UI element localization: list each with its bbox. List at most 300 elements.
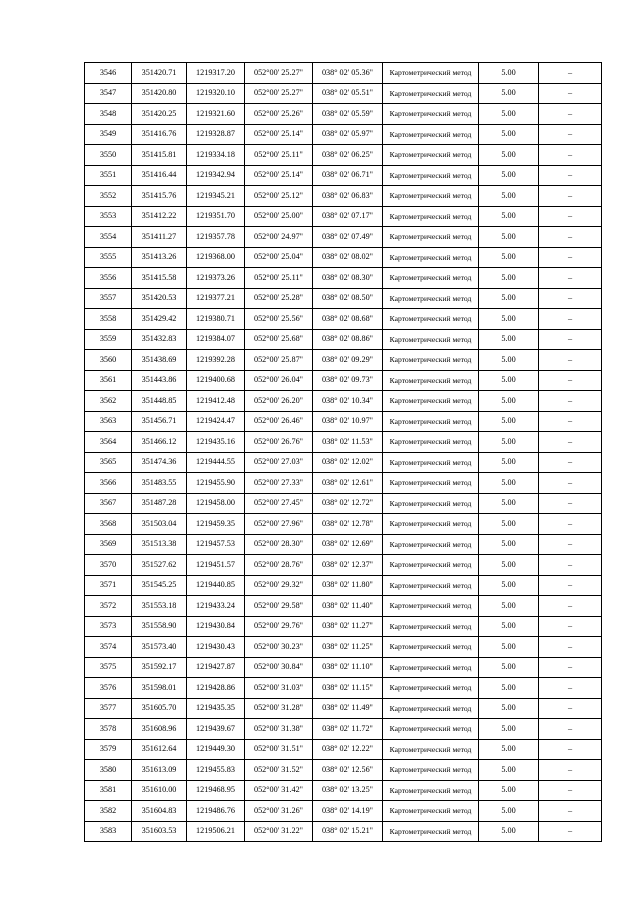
table-row [85,473,602,494]
longitude-cell: 038° 02' 05.59" [313,104,383,125]
latitude-cell: 052°00' 25.11" [245,268,313,289]
table-row [85,247,602,268]
latitude-cell: 052°00' 25.27" [245,83,313,104]
determination-method-cell: Картометрический метод [383,493,479,514]
determination-method-cell: Картометрический метод [383,288,479,309]
point-number-cell: 3556 [85,268,132,289]
x-coordinate-cell: 351420.25 [132,104,187,125]
table-row [85,616,602,637]
latitude-cell: 052°00' 26.04" [245,370,313,391]
table-row [85,575,602,596]
latitude-cell: 052°00' 29.58" [245,596,313,617]
determination-method-cell: Картометрический метод [383,637,479,658]
y-coordinate-cell: 1219440.85 [187,575,245,596]
x-coordinate-cell: 351527.62 [132,555,187,576]
point-number-cell: 3560 [85,350,132,371]
longitude-cell: 038° 02' 07.49" [313,227,383,248]
table-row [85,739,602,760]
latitude-cell: 052°00' 31.28" [245,698,313,719]
point-number-cell: 3555 [85,247,132,268]
note-cell: – [539,821,602,842]
point-number-cell: 3546 [85,63,132,84]
longitude-cell: 038° 02' 14.19" [313,801,383,822]
y-coordinate-cell: 1219342.94 [187,165,245,186]
latitude-cell: 052°00' 25.87" [245,350,313,371]
x-coordinate-cell: 351610.00 [132,780,187,801]
latitude-cell: 052°00' 25.68" [245,329,313,350]
x-coordinate-cell: 351456.71 [132,411,187,432]
determination-method-cell: Картометрический метод [383,514,479,535]
note-cell: – [539,227,602,248]
point-number-cell: 3579 [85,739,132,760]
determination-method-cell: Картометрический метод [383,739,479,760]
x-coordinate-cell: 351420.80 [132,83,187,104]
x-coordinate-cell: 351466.12 [132,432,187,453]
y-coordinate-cell: 1219427.87 [187,657,245,678]
accuracy-cell: 5.00 [479,145,539,166]
determination-method-cell: Картометрический метод [383,63,479,84]
latitude-cell: 052°00' 31.42" [245,780,313,801]
table-row [85,63,602,84]
y-coordinate-cell: 1219506.21 [187,821,245,842]
accuracy-cell: 5.00 [479,227,539,248]
longitude-cell: 038° 02' 11.72" [313,719,383,740]
accuracy-cell: 5.00 [479,309,539,330]
accuracy-cell: 5.00 [479,678,539,699]
longitude-cell: 038° 02' 06.83" [313,186,383,207]
table-row [85,186,602,207]
x-coordinate-cell: 351438.69 [132,350,187,371]
determination-method-cell: Картометрический метод [383,124,479,145]
accuracy-cell: 5.00 [479,534,539,555]
table-row [85,350,602,371]
longitude-cell: 038° 02' 12.69" [313,534,383,555]
x-coordinate-cell: 351420.53 [132,288,187,309]
determination-method-cell: Картометрический метод [383,83,479,104]
latitude-cell: 052°00' 25.12" [245,186,313,207]
determination-method-cell: Картометрический метод [383,534,479,555]
determination-method-cell: Картометрический метод [383,616,479,637]
y-coordinate-cell: 1219380.71 [187,309,245,330]
x-coordinate-cell: 351415.58 [132,268,187,289]
point-number-cell: 3562 [85,391,132,412]
table-row [85,432,602,453]
x-coordinate-cell: 351432.83 [132,329,187,350]
longitude-cell: 038° 02' 11.53" [313,432,383,453]
point-number-cell: 3563 [85,411,132,432]
table-row [85,309,602,330]
table-row [85,514,602,535]
determination-method-cell: Картометрический метод [383,145,479,166]
x-coordinate-cell: 351558.90 [132,616,187,637]
longitude-cell: 038° 02' 11.40" [313,596,383,617]
longitude-cell: 038° 02' 15.21" [313,821,383,842]
accuracy-cell: 5.00 [479,616,539,637]
table-row [85,83,602,104]
note-cell: – [539,247,602,268]
accuracy-cell: 5.00 [479,596,539,617]
point-number-cell: 3571 [85,575,132,596]
accuracy-cell: 5.00 [479,329,539,350]
y-coordinate-cell: 1219384.07 [187,329,245,350]
note-cell: – [539,350,602,371]
longitude-cell: 038° 02' 06.71" [313,165,383,186]
accuracy-cell: 5.00 [479,637,539,658]
determination-method-cell: Картометрический метод [383,309,479,330]
note-cell: – [539,288,602,309]
latitude-cell: 052°00' 30.84" [245,657,313,678]
x-coordinate-cell: 351416.44 [132,165,187,186]
point-number-cell: 3575 [85,657,132,678]
point-number-cell: 3558 [85,309,132,330]
table-row [85,760,602,781]
point-number-cell: 3559 [85,329,132,350]
y-coordinate-cell: 1219368.00 [187,247,245,268]
table-row [85,657,602,678]
latitude-cell: 052°00' 25.14" [245,165,313,186]
longitude-cell: 038° 02' 12.78" [313,514,383,535]
longitude-cell: 038° 02' 10.34" [313,391,383,412]
y-coordinate-cell: 1219412.48 [187,391,245,412]
note-cell: – [539,637,602,658]
latitude-cell: 052°00' 25.27" [245,63,313,84]
longitude-cell: 038° 02' 09.29" [313,350,383,371]
y-coordinate-cell: 1219328.87 [187,124,245,145]
y-coordinate-cell: 1219433.24 [187,596,245,617]
point-number-cell: 3554 [85,227,132,248]
accuracy-cell: 5.00 [479,432,539,453]
determination-method-cell: Картометрический метод [383,165,479,186]
accuracy-cell: 5.00 [479,268,539,289]
point-number-cell: 3569 [85,534,132,555]
table-row [85,411,602,432]
latitude-cell: 052°00' 27.45" [245,493,313,514]
table-row [85,370,602,391]
note-cell: – [539,432,602,453]
note-cell: – [539,63,602,84]
table-row [85,288,602,309]
determination-method-cell: Картометрический метод [383,780,479,801]
y-coordinate-cell: 1219444.55 [187,452,245,473]
note-cell: – [539,739,602,760]
point-number-cell: 3576 [85,678,132,699]
longitude-cell: 038° 02' 13.25" [313,780,383,801]
latitude-cell: 052°00' 27.96" [245,514,313,535]
note-cell: – [539,760,602,781]
latitude-cell: 052°00' 27.03" [245,452,313,473]
determination-method-cell: Картометрический метод [383,760,479,781]
accuracy-cell: 5.00 [479,473,539,494]
determination-method-cell: Картометрический метод [383,821,479,842]
longitude-cell: 038° 02' 10.97" [313,411,383,432]
y-coordinate-cell: 1219486.76 [187,801,245,822]
latitude-cell: 052°00' 29.76" [245,616,313,637]
y-coordinate-cell: 1219357.78 [187,227,245,248]
x-coordinate-cell: 351592.17 [132,657,187,678]
accuracy-cell: 5.00 [479,739,539,760]
point-number-cell: 3574 [85,637,132,658]
longitude-cell: 038° 02' 12.37" [313,555,383,576]
note-cell: – [539,124,602,145]
longitude-cell: 038° 02' 12.22" [313,739,383,760]
y-coordinate-cell: 1219430.43 [187,637,245,658]
table-body [85,63,602,842]
x-coordinate-cell: 351503.04 [132,514,187,535]
latitude-cell: 052°00' 31.51" [245,739,313,760]
y-coordinate-cell: 1219455.90 [187,473,245,494]
note-cell: – [539,657,602,678]
y-coordinate-cell: 1219400.68 [187,370,245,391]
determination-method-cell: Картометрический метод [383,473,479,494]
y-coordinate-cell: 1219320.10 [187,83,245,104]
y-coordinate-cell: 1219373.26 [187,268,245,289]
latitude-cell: 052°00' 28.30" [245,534,313,555]
accuracy-cell: 5.00 [479,821,539,842]
x-coordinate-cell: 351605.70 [132,698,187,719]
accuracy-cell: 5.00 [479,124,539,145]
x-coordinate-cell: 351604.83 [132,801,187,822]
longitude-cell: 038° 02' 11.27" [313,616,383,637]
table-row [85,719,602,740]
accuracy-cell: 5.00 [479,493,539,514]
y-coordinate-cell: 1219345.21 [187,186,245,207]
determination-method-cell: Картометрический метод [383,329,479,350]
accuracy-cell: 5.00 [479,719,539,740]
x-coordinate-cell: 351613.09 [132,760,187,781]
note-cell: – [539,801,602,822]
longitude-cell: 038° 02' 11.25" [313,637,383,658]
accuracy-cell: 5.00 [479,801,539,822]
point-number-cell: 3566 [85,473,132,494]
point-number-cell: 3582 [85,801,132,822]
table-row [85,493,602,514]
y-coordinate-cell: 1219377.21 [187,288,245,309]
x-coordinate-cell: 351411.27 [132,227,187,248]
accuracy-cell: 5.00 [479,575,539,596]
x-coordinate-cell: 351612.64 [132,739,187,760]
y-coordinate-cell: 1219317.20 [187,63,245,84]
x-coordinate-cell: 351443.86 [132,370,187,391]
determination-method-cell: Картометрический метод [383,719,479,740]
note-cell: – [539,678,602,699]
y-coordinate-cell: 1219468.95 [187,780,245,801]
note-cell: – [539,145,602,166]
note-cell: – [539,493,602,514]
note-cell: – [539,83,602,104]
longitude-cell: 038° 02' 08.30" [313,268,383,289]
determination-method-cell: Картометрический метод [383,350,479,371]
latitude-cell: 052°00' 25.04" [245,247,313,268]
x-coordinate-cell: 351416.76 [132,124,187,145]
point-number-cell: 3567 [85,493,132,514]
determination-method-cell: Картометрический метод [383,678,479,699]
determination-method-cell: Картометрический метод [383,186,479,207]
x-coordinate-cell: 351483.55 [132,473,187,494]
latitude-cell: 052°00' 25.11" [245,145,313,166]
note-cell: – [539,452,602,473]
y-coordinate-cell: 1219449.30 [187,739,245,760]
latitude-cell: 052°00' 29.32" [245,575,313,596]
y-coordinate-cell: 1219451.57 [187,555,245,576]
point-number-cell: 3568 [85,514,132,535]
accuracy-cell: 5.00 [479,411,539,432]
determination-method-cell: Картометрический метод [383,657,479,678]
latitude-cell: 052°00' 24.97" [245,227,313,248]
determination-method-cell: Картометрический метод [383,391,479,412]
point-number-cell: 3580 [85,760,132,781]
note-cell: – [539,719,602,740]
accuracy-cell: 5.00 [479,350,539,371]
note-cell: – [539,780,602,801]
x-coordinate-cell: 351603.53 [132,821,187,842]
accuracy-cell: 5.00 [479,657,539,678]
point-number-cell: 3557 [85,288,132,309]
table-row [85,821,602,842]
point-number-cell: 3573 [85,616,132,637]
determination-method-cell: Картометрический метод [383,452,479,473]
y-coordinate-cell: 1219430.84 [187,616,245,637]
latitude-cell: 052°00' 31.38" [245,719,313,740]
x-coordinate-cell: 351553.18 [132,596,187,617]
x-coordinate-cell: 351413.26 [132,247,187,268]
note-cell: – [539,206,602,227]
determination-method-cell: Картометрический метод [383,575,479,596]
latitude-cell: 052°00' 31.26" [245,801,313,822]
y-coordinate-cell: 1219455.83 [187,760,245,781]
note-cell: – [539,309,602,330]
table-row [85,145,602,166]
y-coordinate-cell: 1219424.47 [187,411,245,432]
note-cell: – [539,165,602,186]
longitude-cell: 038° 02' 11.15" [313,678,383,699]
longitude-cell: 038° 02' 08.86" [313,329,383,350]
point-number-cell: 3581 [85,780,132,801]
point-number-cell: 3552 [85,186,132,207]
note-cell: – [539,616,602,637]
point-number-cell: 3549 [85,124,132,145]
table-row [85,104,602,125]
y-coordinate-cell: 1219435.35 [187,698,245,719]
determination-method-cell: Картометрический метод [383,555,479,576]
table-row [85,678,602,699]
x-coordinate-cell: 351415.76 [132,186,187,207]
longitude-cell: 038° 02' 07.17" [313,206,383,227]
accuracy-cell: 5.00 [479,104,539,125]
point-number-cell: 3578 [85,719,132,740]
accuracy-cell: 5.00 [479,698,539,719]
latitude-cell: 052°00' 25.26" [245,104,313,125]
longitude-cell: 038° 02' 06.25" [313,145,383,166]
latitude-cell: 052°00' 25.28" [245,288,313,309]
determination-method-cell: Картометрический метод [383,247,479,268]
latitude-cell: 052°00' 31.03" [245,678,313,699]
latitude-cell: 052°00' 27.33" [245,473,313,494]
table-row [85,637,602,658]
x-coordinate-cell: 351412.22 [132,206,187,227]
accuracy-cell: 5.00 [479,555,539,576]
accuracy-cell: 5.00 [479,288,539,309]
note-cell: – [539,698,602,719]
accuracy-cell: 5.00 [479,83,539,104]
note-cell: – [539,514,602,535]
point-number-cell: 3565 [85,452,132,473]
x-coordinate-cell: 351598.01 [132,678,187,699]
latitude-cell: 052°00' 26.20" [245,391,313,412]
y-coordinate-cell: 1219351.70 [187,206,245,227]
accuracy-cell: 5.00 [479,165,539,186]
determination-method-cell: Картометрический метод [383,698,479,719]
point-number-cell: 3570 [85,555,132,576]
note-cell: – [539,268,602,289]
point-number-cell: 3553 [85,206,132,227]
accuracy-cell: 5.00 [479,63,539,84]
x-coordinate-cell: 351608.96 [132,719,187,740]
table-row [85,206,602,227]
accuracy-cell: 5.00 [479,370,539,391]
coordinates-table [84,62,602,842]
y-coordinate-cell: 1219334.18 [187,145,245,166]
latitude-cell: 052°00' 25.56" [245,309,313,330]
latitude-cell: 052°00' 25.14" [245,124,313,145]
y-coordinate-cell: 1219439.67 [187,719,245,740]
longitude-cell: 038° 02' 09.73" [313,370,383,391]
determination-method-cell: Картометрический метод [383,104,479,125]
longitude-cell: 038° 02' 12.56" [313,760,383,781]
determination-method-cell: Картометрический метод [383,227,479,248]
table-row [85,329,602,350]
point-number-cell: 3561 [85,370,132,391]
note-cell: – [539,596,602,617]
longitude-cell: 038° 02' 11.49" [313,698,383,719]
point-number-cell: 3564 [85,432,132,453]
latitude-cell: 052°00' 31.52" [245,760,313,781]
table-row [85,124,602,145]
accuracy-cell: 5.00 [479,452,539,473]
note-cell: – [539,104,602,125]
x-coordinate-cell: 351573.40 [132,637,187,658]
latitude-cell: 052°00' 26.76" [245,432,313,453]
table-row [85,780,602,801]
y-coordinate-cell: 1219435.16 [187,432,245,453]
table-row [85,801,602,822]
point-number-cell: 3550 [85,145,132,166]
table-row [85,268,602,289]
x-coordinate-cell: 351545.25 [132,575,187,596]
table-row [85,391,602,412]
x-coordinate-cell: 351420.71 [132,63,187,84]
y-coordinate-cell: 1219459.35 [187,514,245,535]
note-cell: – [539,391,602,412]
note-cell: – [539,534,602,555]
longitude-cell: 038° 02' 12.61" [313,473,383,494]
determination-method-cell: Картометрический метод [383,801,479,822]
point-number-cell: 3572 [85,596,132,617]
accuracy-cell: 5.00 [479,780,539,801]
longitude-cell: 038° 02' 05.97" [313,124,383,145]
determination-method-cell: Картометрический метод [383,268,479,289]
x-coordinate-cell: 351513.38 [132,534,187,555]
table-row [85,555,602,576]
accuracy-cell: 5.00 [479,186,539,207]
longitude-cell: 038° 02' 08.50" [313,288,383,309]
accuracy-cell: 5.00 [479,760,539,781]
determination-method-cell: Картометрический метод [383,206,479,227]
accuracy-cell: 5.00 [479,206,539,227]
point-number-cell: 3548 [85,104,132,125]
longitude-cell: 038° 02' 05.36" [313,63,383,84]
note-cell: – [539,329,602,350]
latitude-cell: 052°00' 26.46" [245,411,313,432]
